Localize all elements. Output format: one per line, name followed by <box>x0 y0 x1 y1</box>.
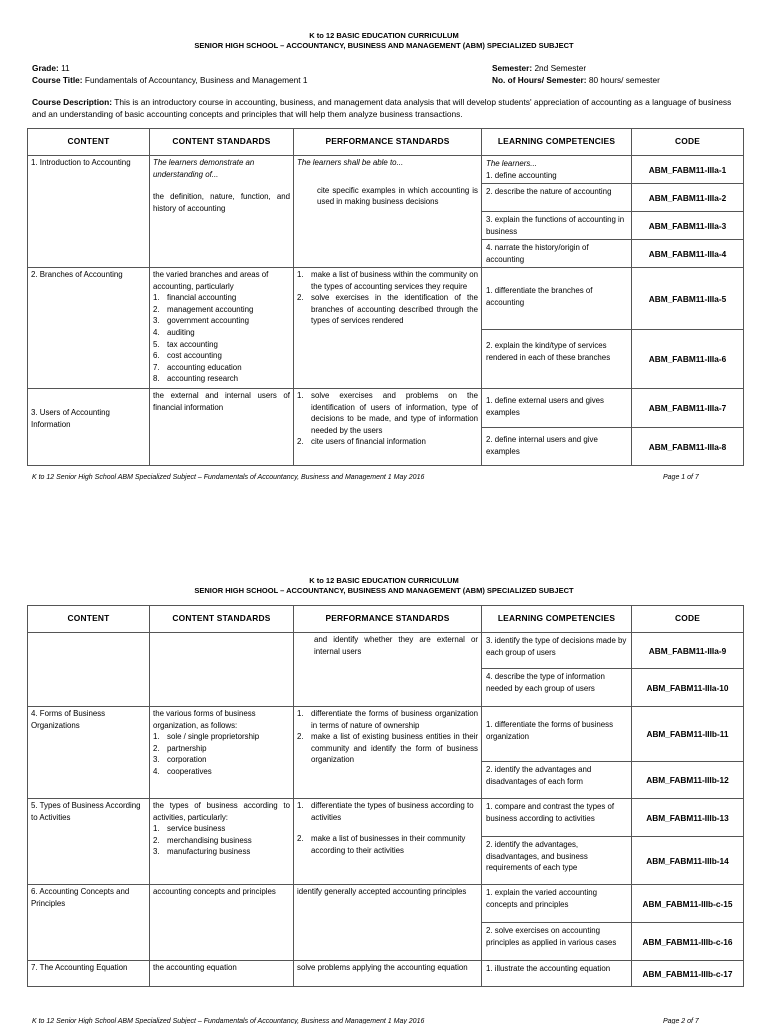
lc-item: 2. explain the kind/type of services rendered in each of these branches <box>486 341 611 362</box>
col-performance-standards: PERFORMANCE STANDARDS <box>294 129 482 156</box>
performance-standards-cell <box>294 707 482 799</box>
col-content: CONTENT <box>28 606 150 633</box>
col-learning-competencies: LEARNING COMPETENCIES <box>482 606 632 633</box>
col-content-standards: CONTENT STANDARDS <box>150 606 294 633</box>
lc-item: 3. identify the type of decisions made by each group of users <box>482 633 631 669</box>
table-row <box>28 961 744 987</box>
competency-code: ABM_FABM11-IIIa-4 <box>648 248 727 259</box>
competency-code: ABM_FABM11-IIIb-c-15 <box>632 885 743 923</box>
content-text: 6. Accounting Concepts and Principles <box>31 887 130 908</box>
table-row <box>28 156 744 268</box>
col-code: CODE <box>632 606 744 633</box>
competencies-cell <box>482 389 632 466</box>
competency-code: ABM_FABM11-IIIa-9 <box>632 633 743 669</box>
lc-item: 3. explain the functions of accounting in business <box>482 212 631 240</box>
cs-text: the varied branches and areas of accounting, particularly <box>153 270 269 291</box>
list-item: 1. make a list of business within the community on the types of accounting services they require <box>297 270 478 291</box>
lc-item: 4. narrate the history/origin of accounting <box>486 243 589 264</box>
competency-code: ABM_FABM11-IIIa-5 <box>632 268 743 330</box>
code-cell <box>632 633 744 707</box>
lc-item: 2. identify the advantages, disadvantages, and business requirements of each type <box>486 840 588 873</box>
cs-text: the accounting equation <box>153 963 237 972</box>
col-content: CONTENT <box>28 129 150 156</box>
performance-standards-cell <box>294 633 482 707</box>
table-row <box>28 633 744 707</box>
content-cell <box>28 799 150 885</box>
list-item: 1. financial accounting <box>153 293 237 303</box>
ps-intro: The learners shall be able to... <box>297 158 404 167</box>
content-text: 3. Users of Accounting Information <box>31 408 110 429</box>
competency-code: ABM_FABM11-IIIa-6 <box>648 354 727 364</box>
content-text: 2. Branches of Accounting <box>31 270 123 279</box>
list-item: 4. cooperatives <box>153 766 212 776</box>
curriculum-table-page-1 <box>27 128 744 466</box>
performance-standards-cell <box>294 389 482 466</box>
header-line-1: K to 12 BASIC EDUCATION CURRICULUM <box>309 576 459 585</box>
list-item: 2. solve exercises in the identification of the branches of accounting described through the types of services rendered <box>297 293 478 326</box>
header-line-2: SENIOR HIGH SCHOOL – ACCOUNTANCY, BUSINESS AND MANAGEMENT (ABM) SPECIALIZED SUBJECT <box>194 586 574 595</box>
table-row <box>28 268 744 389</box>
content-standards-cell <box>150 961 294 987</box>
curriculum-header <box>0 576 768 596</box>
cs-intro: The learners demonstrate an understanding of... <box>153 158 255 179</box>
performance-standards-cell <box>294 156 482 268</box>
list-item: 1. solve exercises and problems on the identification of users of information, type of decisions to be made, and type of information needed by the users <box>297 391 478 435</box>
lc-item: 1. define external users and gives examples <box>482 389 631 428</box>
lc-item: 1. explain the varied accounting concepts and principles <box>482 885 631 923</box>
code-cell <box>632 961 744 987</box>
content-cell <box>28 268 150 389</box>
lc-item: 1. illustrate the accounting equation <box>486 964 611 973</box>
content-text: 1. Introduction to Accounting <box>31 158 131 167</box>
competencies-cell <box>482 961 632 987</box>
list-item: 5. tax accounting <box>153 339 218 349</box>
competency-code: ABM_FABM11-IIIb-13 <box>632 799 743 837</box>
content-cell <box>28 707 150 799</box>
col-content-standards: CONTENT STANDARDS <box>150 129 294 156</box>
header-line-2: SENIOR HIGH SCHOOL – ACCOUNTANCY, BUSINESS AND MANAGEMENT (ABM) SPECIALIZED SUBJECT <box>194 41 574 50</box>
semester-label: Semester: <box>492 63 533 73</box>
ps-list <box>297 800 478 856</box>
competency-code: ABM_FABM11-IIIa-1 <box>632 156 743 184</box>
content-cell <box>28 885 150 961</box>
code-cell <box>632 268 744 389</box>
content-cell <box>28 633 150 707</box>
list-item: 2. partnership <box>153 743 207 753</box>
content-standards-cell <box>150 707 294 799</box>
cs-text: the types of business according to activities, particularly: <box>153 801 290 822</box>
cs-list <box>153 731 290 777</box>
performance-standards-cell <box>294 961 482 987</box>
cs-text: the external and internal users of financial information <box>153 391 290 412</box>
course-title-label: Course Title: <box>32 75 83 85</box>
hours-value: 80 hours/ semester <box>588 75 660 85</box>
description-label: Course Description: <box>32 97 113 107</box>
table-row <box>28 885 744 961</box>
list-item: 1. service business <box>153 824 226 834</box>
page-2 <box>0 545 768 1024</box>
lc-item: 2. describe the nature of accounting <box>482 184 631 212</box>
performance-standards-cell <box>294 268 482 389</box>
col-code: CODE <box>632 129 744 156</box>
list-item: 3. government accounting <box>153 316 250 326</box>
competencies-cell <box>482 885 632 961</box>
competencies-cell <box>482 707 632 799</box>
competencies-cell <box>482 268 632 389</box>
curriculum-table-page-2 <box>27 605 744 987</box>
table-row <box>28 707 744 799</box>
lc-item: 2. solve exercises on accounting principles as applied in various cases <box>486 926 617 947</box>
cs-list <box>153 823 290 858</box>
ps-text: identify generally accepted accounting principles <box>297 887 467 896</box>
ps-text: and identify whether they are external or internal users <box>314 635 478 656</box>
page-footer: K to 12 Senior High School ABM Specialized Subject – Fundamentals of Accountancy, Business and Management 1 May 2016 <box>32 474 425 481</box>
content-standards-cell <box>150 799 294 885</box>
competencies-cell <box>482 799 632 885</box>
list-item: 4. auditing <box>153 327 195 337</box>
col-performance-standards: PERFORMANCE STANDARDS <box>294 606 482 633</box>
course-title-value: Fundamentals of Accountancy, Business and Management 1 <box>84 75 308 85</box>
cs-text: accounting concepts and principles <box>153 887 276 896</box>
page-footer: K to 12 Senior High School ABM Specialized Subject – Fundamentals of Accountancy, Business and Management 1 May 2016 <box>32 1018 425 1024</box>
competency-code: ABM_FABM11-IIIb-c-16 <box>642 936 733 947</box>
list-item: 6. cost accounting <box>153 351 222 361</box>
competency-code: ABM_FABM11-IIIb-14 <box>646 855 729 866</box>
list-item: 2. management accounting <box>153 304 254 314</box>
lc-item: 1. differentiate the branches of accounting <box>482 268 631 330</box>
grade-label: Grade: <box>32 63 59 73</box>
table-row <box>28 799 744 885</box>
grade-value: 11 <box>61 63 70 73</box>
cs-text: the definition, nature, function, and history of accounting <box>153 192 290 213</box>
semester-value: 2nd Semester <box>534 63 587 73</box>
cs-list <box>153 292 290 385</box>
content-cell <box>28 389 150 466</box>
col-learning-competencies: LEARNING COMPETENCIES <box>482 129 632 156</box>
code-cell <box>632 389 744 466</box>
content-standards-cell <box>150 268 294 389</box>
lc-item: 4. describe the type of information needed by each group of users <box>486 672 605 693</box>
competency-code: ABM_FABM11-IIIa-10 <box>646 682 729 693</box>
competencies-cell <box>482 633 632 707</box>
code-cell <box>632 156 744 268</box>
list-item: 1. differentiate the forms of business organization in terms of nature of ownership <box>297 709 478 730</box>
performance-standards-cell <box>294 885 482 961</box>
lc-item: 1. differentiate the forms of business organization <box>482 707 631 762</box>
course-description <box>32 96 744 120</box>
table-header-row <box>28 129 744 156</box>
lc-item: 2. identify the advantages and disadvantages of each form <box>486 765 592 786</box>
list-item: 7. accounting education <box>153 362 242 372</box>
curriculum-header <box>0 31 768 51</box>
ps-list <box>297 390 478 448</box>
competencies-cell <box>482 156 632 268</box>
content-standards-cell <box>150 156 294 268</box>
competency-code: ABM_FABM11-IIIb-11 <box>632 707 743 762</box>
hours-label: No. of Hours/ Semester: <box>492 75 587 85</box>
code-cell <box>632 885 744 961</box>
list-item: 2. cite users of financial information <box>297 437 426 447</box>
ps-list <box>297 708 478 766</box>
lc-item: 2. define internal users and give examples <box>486 435 598 456</box>
content-text: 4. Forms of Business Organizations <box>31 709 106 730</box>
competency-code: ABM_FABM11-IIIa-2 <box>632 184 743 212</box>
list-item: 3. corporation <box>153 755 207 765</box>
code-cell <box>632 799 744 885</box>
page-number: Page 1 of 7 <box>663 474 699 481</box>
page-number: Page 2 of 7 <box>663 1018 699 1024</box>
list-item: 2. merchandising business <box>153 835 252 845</box>
list-item: 8. accounting research <box>153 374 239 384</box>
ps-text: cite specific examples in which accounting is used in making business decisions <box>317 185 478 207</box>
lc-intro: The learners... <box>486 159 537 168</box>
table-header-row <box>28 606 744 633</box>
list-item: 2. make a list of existing business entities in their community and identify the form of business organization <box>297 732 478 765</box>
lc-item: 1. define accounting <box>486 170 557 180</box>
competency-code: ABM_FABM11-IIIa-3 <box>632 212 743 240</box>
header-line-1: K to 12 BASIC EDUCATION CURRICULUM <box>309 31 459 40</box>
competency-code: ABM_FABM11-IIIa-7 <box>632 389 743 428</box>
content-text: 5. Types of Business According to Activities <box>31 801 141 822</box>
ps-text: solve problems applying the accounting equation <box>297 963 468 972</box>
description-text: This is an introductory course in accounting, business, and management data analysis that will develop students' appreciation of accounting as a language of business and an understanding of basic accounting concepts and principles that will help them analyze business transactions. <box>32 97 732 119</box>
lc-item: 1. compare and contrast the types of business according to activities <box>482 799 631 837</box>
list-item: 3. manufacturing business <box>153 847 251 857</box>
content-cell <box>28 156 150 268</box>
code-cell <box>632 707 744 799</box>
competency-code: ABM_FABM11-IIIb-12 <box>646 775 729 785</box>
content-standards-cell <box>150 885 294 961</box>
ps-list <box>297 269 478 327</box>
list-item: 1. differentiate the types of business according to activities <box>297 801 474 822</box>
list-item: 2. make a list of businesses in their community according to their activities <box>297 834 466 855</box>
competency-code: ABM_FABM11-IIIb-c-17 <box>642 968 733 979</box>
content-cell <box>28 961 150 987</box>
performance-standards-cell <box>294 799 482 885</box>
content-text: 7. The Accounting Equation <box>31 963 128 972</box>
list-item: 1. sole / single proprietorship <box>153 732 260 742</box>
competency-code: ABM_FABM11-IIIa-8 <box>648 441 727 452</box>
table-row <box>28 389 744 466</box>
page-1 <box>0 0 768 510</box>
content-standards-cell <box>150 389 294 466</box>
cs-text: the various forms of business organization, as follows: <box>153 709 256 730</box>
content-standards-cell <box>150 633 294 707</box>
